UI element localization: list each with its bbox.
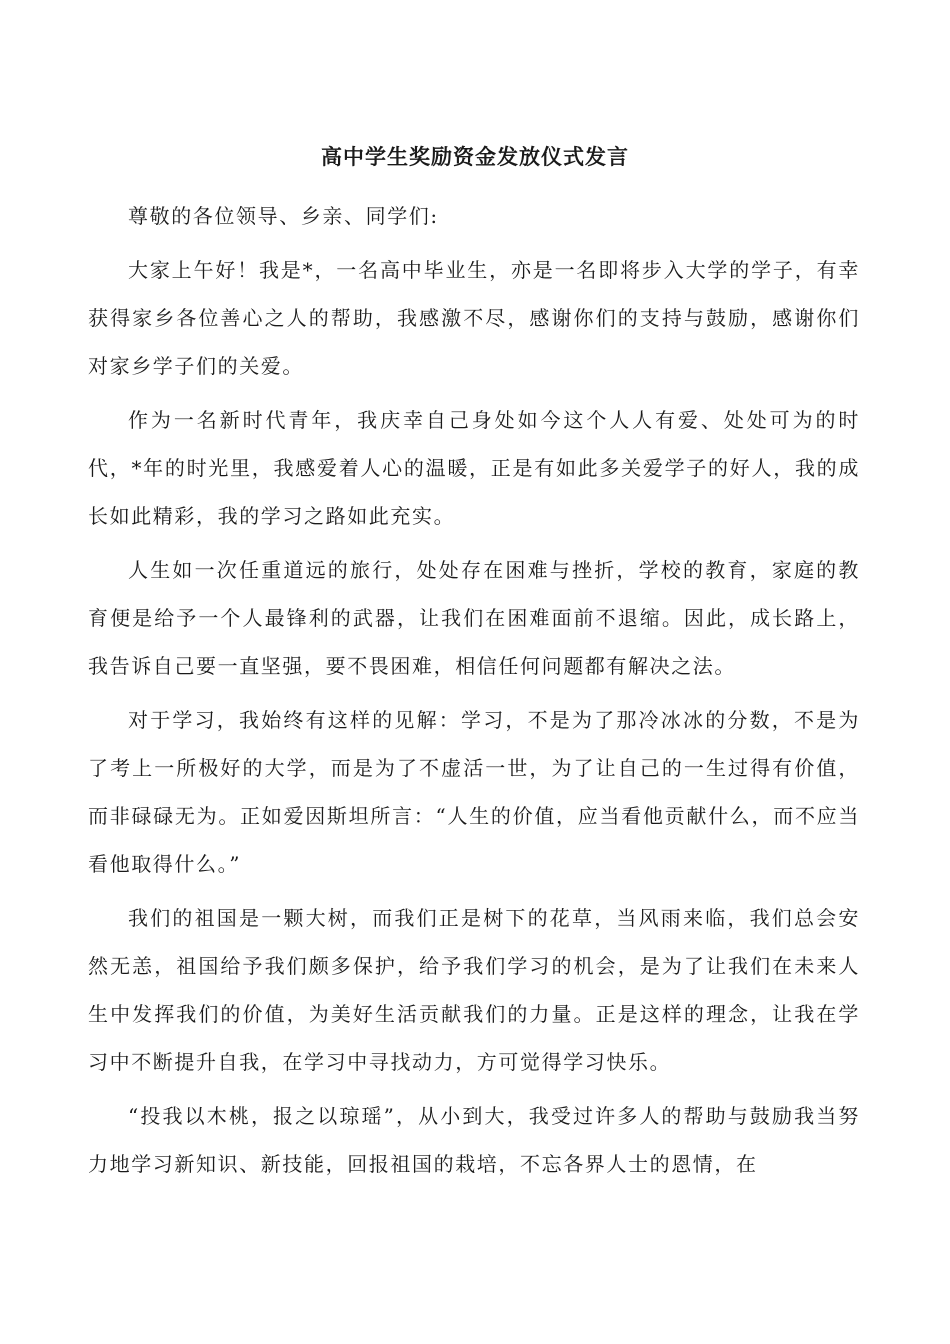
gratitude-paragraph: “投我以木桃，报之以琼瑶”，从小到大，我受过许多人的帮助与鼓励我当努力地学习新知识、新技能，回报祖国的栽培，不忘各界人士的恩情，在 <box>88 1104 860 1176</box>
motherland-paragraph: 我们的祖国是一颗大树，而我们正是树下的花草，当风雨来临，我们总会安然无恙，祖国给予我们颇多保护，给予我们学习的机会，是为了让我们在未来人生中发挥我们的价值，为美好生活贡献我们的力量。正是这样的理念，让我在学习中不断提升自我，在学习中寻找动力，方可觉得学习快乐。 <box>88 906 860 1074</box>
document-body <box>88 192 860 1194</box>
document-title: 高中学生奖励资金发放仪式发言 <box>321 144 629 169</box>
salutation-paragraph: 尊敬的各位领导、乡亲、同学们: <box>128 204 439 228</box>
journey-paragraph: 人生如一次任重道远的旅行，处处存在困难与挫折，学校的教育，家庭的教育便是给予一个人最锋利的武器，让我们在困难面前不退缩。因此，成长路上，我告诉自己要一直坚强，要不畏困难，相信任何问题都有解决之法。 <box>88 558 860 678</box>
era-paragraph: 作为一名新时代青年，我庆幸自己身处如今这个人人有爱、处处可为的时代，*年的时光里，我感爱着人心的温暖，正是有如此多关爱学子的好人，我的成长如此精彩，我的学习之路如此充实。 <box>88 408 860 528</box>
greeting-paragraph: 大家上午好！我是*，一名高中毕业生，亦是一名即将步入大学的学子，有幸获得家乡各位善心之人的帮助，我感激不尽，感谢你们的支持与鼓励，感谢你们对家乡学子们的关爱。 <box>88 258 860 378</box>
study-view-paragraph: 对于学习，我始终有这样的见解：学习，不是为了那冷冰冰的分数，不是为了考上一所极好的大学，而是为了不虚活一世，为了让自己的一生过得有价值，而非碌碌无为。正如爱因斯坦所言：“人生的价值，应当看他贡献什么，而不应当看他取得什么。” <box>88 708 860 876</box>
